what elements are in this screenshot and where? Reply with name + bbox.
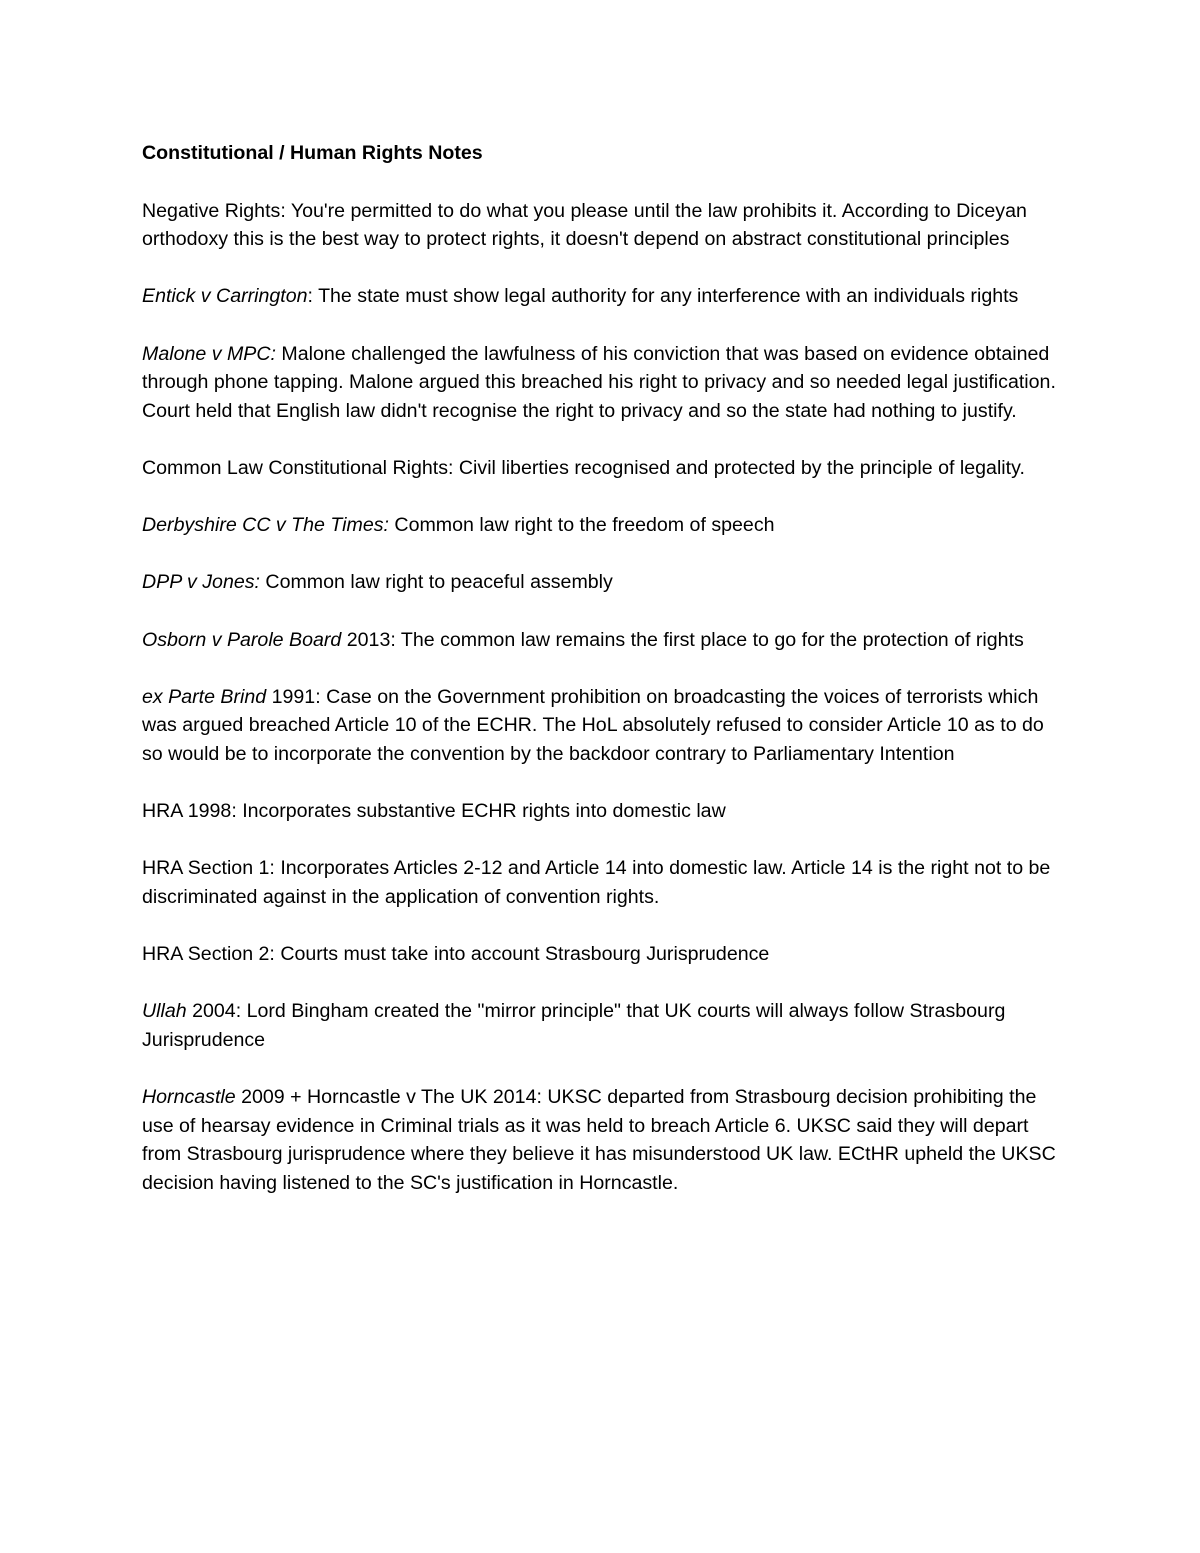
note-entry (142, 940, 1067, 969)
case-name: Horncastle (142, 1086, 236, 1108)
note-text: Common law right to the freedom of speech (388, 514, 775, 537)
document-title: Constitutional / Human Rights Notes (142, 142, 483, 164)
case-name: ex Parte Brind (142, 685, 267, 708)
note-text: 1991: Case on the Government prohibition on broadcasting the voices of terrorists which was argued breached Article 10 of the ECHR. The HoL absolutely refused to consider Article 10 as to do so would be to incorporate the convention by the backdoor contrary to Parliamentary Intention (142, 685, 1044, 765)
note-entry (142, 454, 1067, 483)
note-text: Negative Rights: You're permitted to do what you please until the law prohibits it. According to Diceyan orthodoxy this is the best way to protect rights, it doesn't depend on abstract constitutional principles (142, 199, 1027, 251)
note-entry (142, 340, 1067, 426)
note-entry (142, 683, 1067, 769)
note-text: HRA 1998: Incorporates substantive ECHR rights into domestic law (142, 800, 726, 823)
note-text: Common Law Constitutional Rights: Civil liberties recognised and protected by the principle of legality. (142, 456, 1025, 479)
note-entry (142, 1083, 1067, 1197)
note-text: 2009 + Horncastle v The UK 2014: UKSC departed from Strasbourg decision prohibiting the use of hearsay evidence in Criminal trials as it was held to breach Article 6. UKSC said they will depart from Strasbourg jurisprudence where they believe it has misunderstood UK law. ECtHR upheld the UKSC decision having listened to the SC's justification in Horncastle. (142, 1086, 1056, 1194)
note-entry (142, 511, 1067, 540)
document-body (142, 139, 1067, 1226)
note-text: HRA Section 1: Incorporates Articles 2-12 and Article 14 into domestic law. Article 14 is the right not to be discriminated against in the application of convention rights. (142, 857, 1051, 908)
note-entry (142, 997, 1067, 1054)
note-entry (142, 797, 1067, 826)
case-name: Ullah (142, 1000, 187, 1023)
note-text: 2013: The common law remains the first place to go for the protection of rights (341, 628, 1024, 651)
case-name: Osborn v Parole Board (142, 628, 342, 651)
note-entry (142, 854, 1067, 911)
note-entry (142, 626, 1067, 655)
note-text: 2004: Lord Bingham created the "mirror principle" that UK courts will always follow Strasbourg Jurisprudence (142, 1000, 1006, 1051)
note-entry (142, 568, 1067, 597)
note-text: Malone challenged the lawfulness of his conviction that was based on evidence obtained through phone tapping. Malone argued this breached his right to privacy and so needed legal justification. Court held that English law didn't recognise the right to privacy and so the state had nothing to justify. (142, 342, 1056, 422)
case-name: DPP v Jones: (142, 571, 260, 594)
note-text: : The state must show legal authority for any interference with an individuals rights (307, 285, 1019, 308)
case-name: Malone v MPC: (142, 342, 276, 365)
case-name: Derbyshire CC v The Times: (142, 514, 389, 537)
note-entry (142, 282, 1067, 311)
case-name: Entick v Carrington (142, 285, 308, 308)
note-text: Common law right to peaceful assembly (259, 571, 613, 594)
note-entry (142, 197, 1067, 254)
note-text: HRA Section 2: Courts must take into account Strasbourg Jurisprudence (142, 943, 770, 966)
